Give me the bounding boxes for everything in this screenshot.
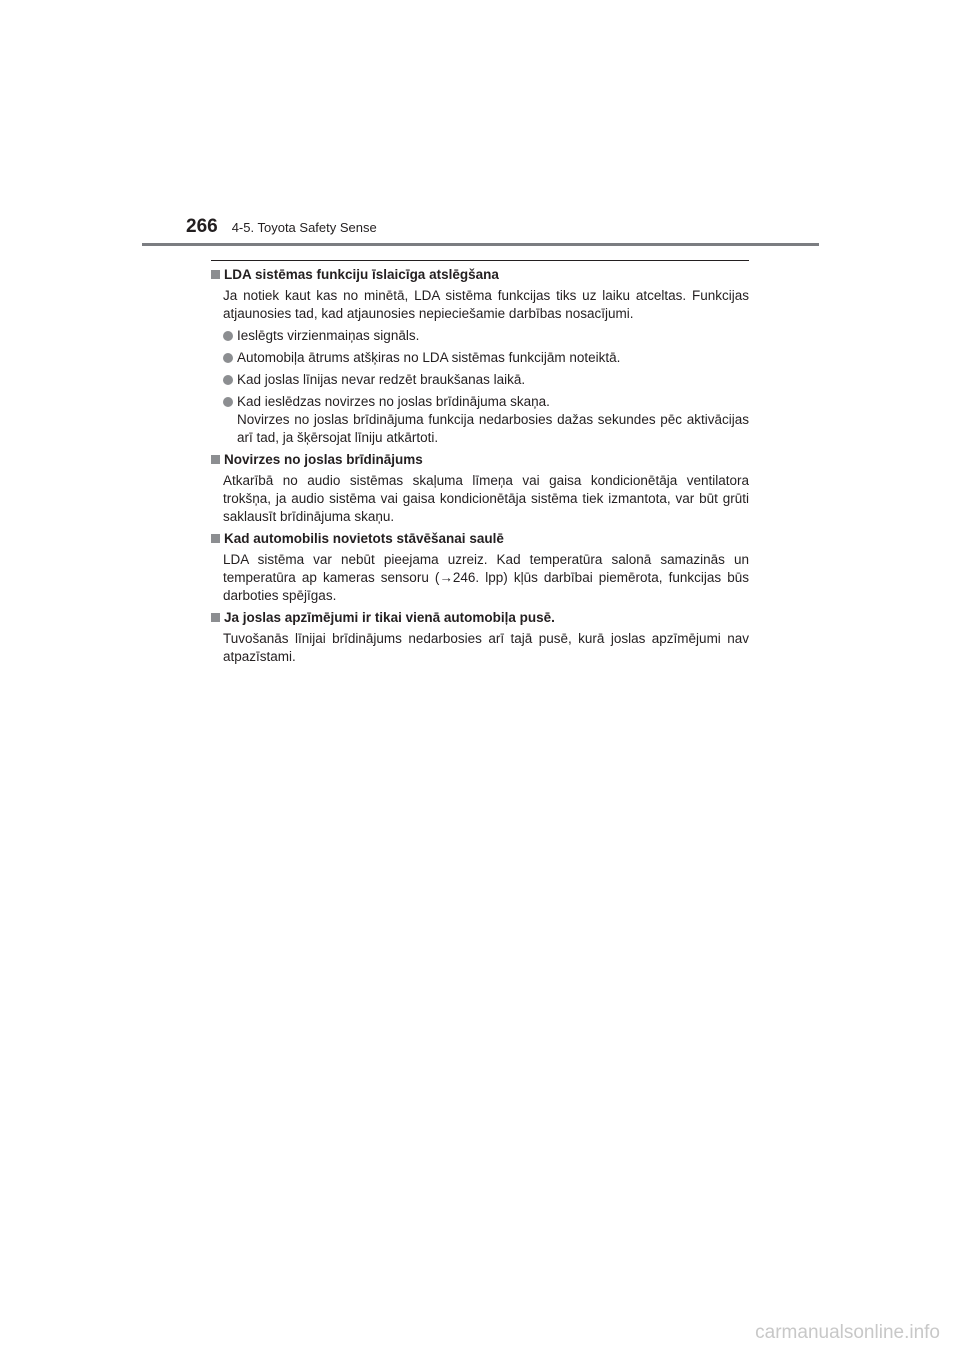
header-divider <box>142 243 819 246</box>
section-title: Ja joslas apzīmējumi ir tikai vienā automobiļa pusē. <box>211 609 749 627</box>
square-bullet-icon <box>211 613 220 622</box>
list-item: Kad joslas līnijas nevar redzēt braukšanas laikā. <box>223 371 749 389</box>
circle-bullet-icon <box>223 353 233 363</box>
section-title: Novirzes no joslas brīdinājums <box>211 451 749 469</box>
section-divider <box>211 260 749 261</box>
list-item: Ieslēgts virzienmaiņas signāls. <box>223 327 749 345</box>
section-title: Kad automobilis novietots stāvēšanai saulē <box>211 530 749 548</box>
section-paragraph: Atkarībā no audio sistēmas skaļuma līmeņa vai gaisa kondicionētāja ventilatora trokšņa, ja audio sistēma vai gaisa kondicionētāja sistēma tiek izmantota, var būt grūti saklausīt brīdinājuma skaņu. <box>223 473 749 524</box>
section-lda-cancel <box>211 266 749 447</box>
square-bullet-icon <box>211 534 220 543</box>
square-bullet-icon <box>211 455 220 464</box>
circle-bullet-icon <box>223 397 233 407</box>
section-parked-in-sun <box>211 530 749 605</box>
section-paragraph: LDA sistēma var nebūt pieejama uzreiz. Kad temperatūra salonā samazinās un temperatūra ap kameras sensoru (→246. lpp) kļūs darbībai piemērota, funkcijas būs darboties spējīgas. <box>223 552 749 603</box>
circle-bullet-icon <box>223 331 233 341</box>
bullet-note: Novirzes no joslas brīdinājuma funkcija nedarbosies dažas sekundes pēc aktivācijas arī tad, ja šķērsojat līniju atkārtoti. <box>237 412 749 445</box>
page-content <box>211 266 749 670</box>
list-item: Kad ieslēdzas novirzes no joslas brīdinājuma skaņa. <box>223 393 749 411</box>
page-header <box>186 216 377 238</box>
section-lane-departure-warning <box>211 451 749 526</box>
watermark: carmanualsonline.info <box>755 1322 940 1343</box>
section-title: LDA sistēmas funkciju īslaicīga atslēgšana <box>211 266 749 284</box>
circle-bullet-icon <box>223 375 233 385</box>
section-paragraph: Ja notiek kaut kas no minētā, LDA sistēma funkcijas tiks uz laiku atceltas. Funkcijas atjaunosies tad, kad atjaunosies nepieciešamie darbības nosacījumi. <box>223 288 749 321</box>
list-item: Automobiļa ātrums atšķiras no LDA sistēmas funkcijām noteiktā. <box>223 349 749 367</box>
square-bullet-icon <box>211 270 220 279</box>
chapter-title: 4-5. Toyota Safety Sense <box>231 220 377 235</box>
page-number: 266 <box>186 216 218 237</box>
section-paragraph: Tuvošanās līnijai brīdinājums nedarbosies arī tajā pusē, kurā joslas apzīmējumi nav atpazīstami. <box>223 631 749 664</box>
section-one-side-markings <box>211 609 749 666</box>
